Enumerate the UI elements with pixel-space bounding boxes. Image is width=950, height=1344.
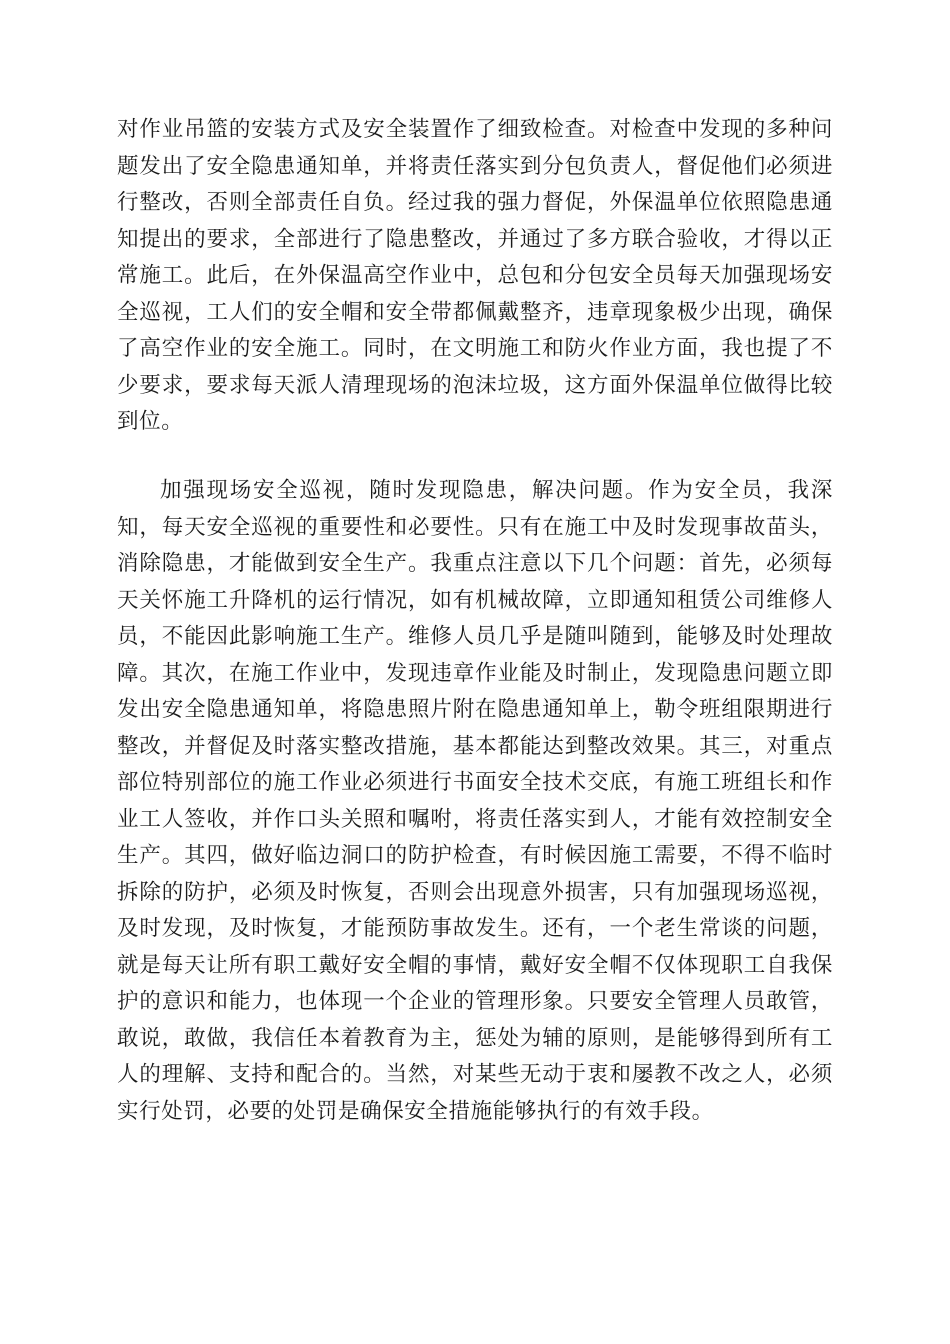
body-paragraph-2: 加强现场安全巡视，随时发现隐患，解决问题。作为安全员，我深知，每天安全巡视的重要性和必要性。只有在施工中及时发现事故苗头，消除隐患，才能做到安全生产。我重点注意以下几个问题：首先，必须每天关怀施工升降机的运行情况，如有机械故障，立即通知租赁公司维修人员，不能因此影响施工生产。维修人员几乎是随叫随到，能够及时处理故障。其次，在施工作业中，发现违章作业能及时制止，发现隐患问题立即发出安全隐患通知单，将隐患照片附在隐患通知单上，勒令班组限期进行整改，并督促及时落实整改措施，基本都能达到整改效果。其三，对重点部位特别部位的施工作业必须进行书面安全技术交底，有施工班组长和作业工人签收，并作口头关照和嘱咐，将责任落实到人，才能有效控制安全生产。其四，做好临边洞口的防护检查，有时候因施工需要，不得不临时拆除的防护，必须及时恢复，否则会出现意外损害，只有加强现场巡视，及时发现，及时恢复，才能预防事故发生。还有，一个老生常谈的问题，就是每天让所有职工戴好安全帽的事情，戴好安全帽不仅体现职工自我保护的意识和能力，也体现一个企业的管理形象。只要安全管理人员敢管，敢说，敢做，我信任本着教育为主，惩处为辅的原则，是能够得到所有工人的理解、支持和配合的。当然，对某些无动于衷和屡教不改之人，必须实行处罚，必要的处罚是确保安全措施能够执行的有效手段。: [117, 478, 833, 1124]
body-paragraph-1: 对作业吊篮的安装方式及安全装置作了细致检查。对检查中发现的多种问题发出了安全隐患通知单，并将责任落实到分包负责人，督促他们必须进行整改，否则全部责任自负。经过我的强力督促，外保温单位依照隐患通知提出的要求，全部进行了隐患整改，并通过了多方联合验收，才得以正常施工。此后，在外保温高空作业中，总包和分包安全员每天加强现场安全巡视，工人们的安全帽和安全带都佩戴整齐，违章现象极少出现，确保了高空作业的安全施工。同时，在文明施工和防火作业方面，我也提了不少要求，要求每天派人清理现场的泡沫垃圾，这方面外保温单位做得比较到位。: [117, 117, 833, 434]
